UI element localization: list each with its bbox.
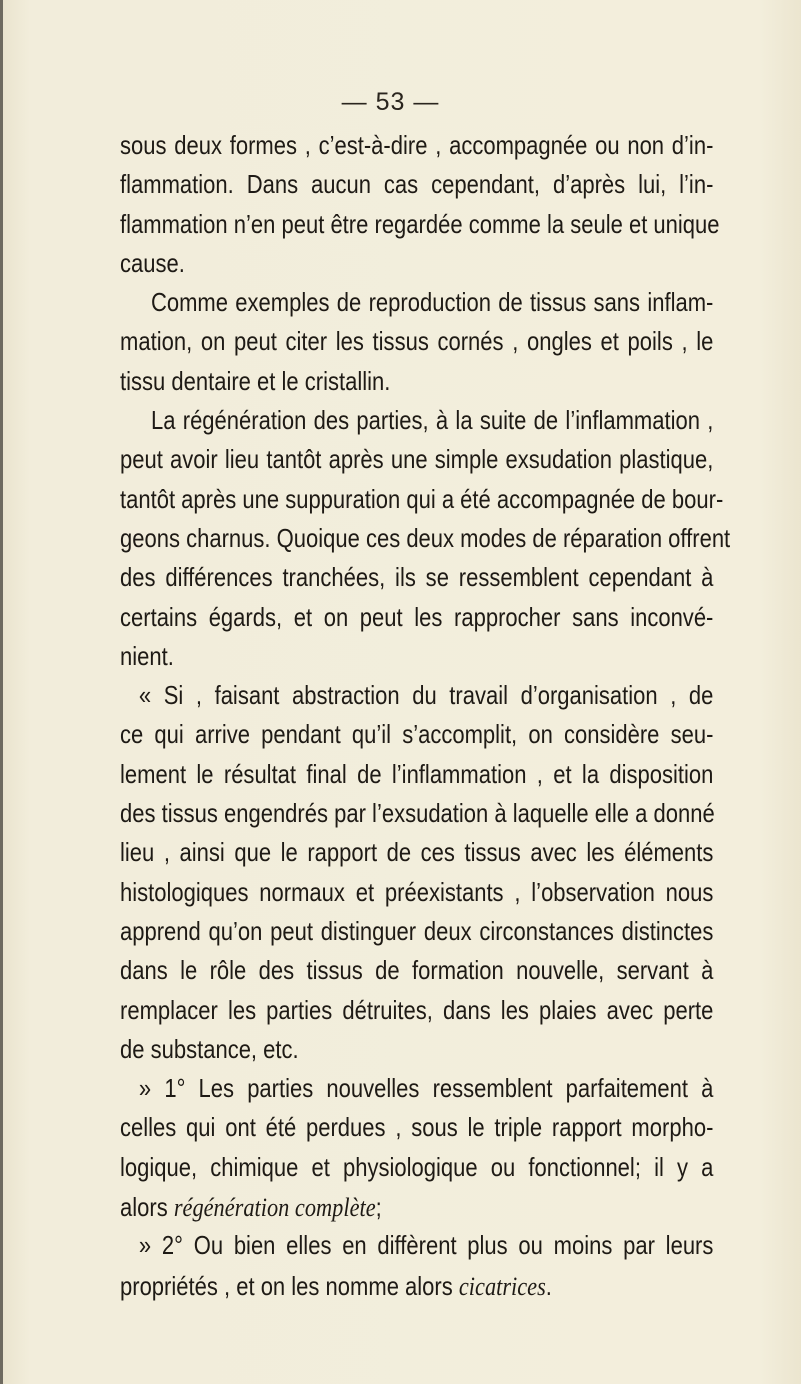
text-fragment: propriétés , et on les nomme alors [120,1272,459,1301]
text-line [120,1188,713,1227]
body-text [120,127,731,1306]
italic-term: régénération complète [173,1193,376,1223]
text-line: flammation n’en peut être regardée comme la seule et unique [120,210,720,239]
text-line: certains égards, et on peut les rapprocher sans inconvé- [120,603,714,632]
text-line: histologiques normaux et préexistants , l’observation nous [120,878,714,907]
text-line: celles qui ont été perdues , sous le triple rapport morpho- [120,1114,714,1143]
text-line: de substance, etc. [120,1035,299,1064]
text-line: lieu , ainsi que le rapport de ces tissus avec les éléments [120,839,714,868]
text-line: des différences tranchées, ils se ressemblent cependant à [120,564,714,593]
text-line: tissu dentaire et le cristallin. [120,367,391,396]
text-line: Comme exemples de reproduction de tissus sans inflam- [150,289,714,318]
text-line: ce qui arrive pendant qu’il s’accomplit, on considère seu- [120,721,714,750]
text-line: mation, on peut citer les tissus cornés , ongles et poils , le [120,328,714,357]
text-line: » 2° Ou bien elles en diffèrent plus ou moins par leurs [138,1232,714,1261]
text-line: dans le rôle des tissus de formation nouvelle, servant à [120,957,714,986]
text-fragment: ; [375,1194,382,1223]
text-line: La régénération des parties, à la suite de l’inflammation , [150,407,714,436]
text-line: geons charnus. Quoique ces deux modes de réparation offrent [120,524,731,553]
text-fragment: . [545,1272,552,1301]
text-line: flammation. Dans aucun cas cependant, d’après lui, l’in- [120,171,714,200]
text-line: sous deux formes , c’est-à-dire , accompagnée ou non d’in- [120,132,714,160]
text-line [120,1267,713,1306]
text-line: apprend qu’on peut distinguer deux circonstances distinctes [120,917,714,946]
text-line: « Si , faisant abstraction du travail d’organisation , de [138,682,714,711]
text-line: nient. [120,642,174,671]
text-line: lement le résultat final de l’inflammation , et la disposition [120,760,714,789]
text-line: tantôt après une suppuration qui a été accompagnée de bour- [120,485,724,514]
page-edge [0,0,3,1384]
text-line: cause. [120,249,185,278]
text-line: logique, chimique et physiologique ou fonctionnel; il y a [120,1153,714,1182]
page-number: — 53 — [341,88,440,116]
text-fragment: alors [120,1194,174,1223]
text-line: peut avoir lieu tantôt après une simple exsudation plastique, [120,446,714,475]
italic-term: cicatrices [458,1271,546,1301]
text-line: remplacer les parties détruites, dans les plaies avec perte [120,996,714,1025]
text-line: des tissus engendrés par l’exsudation à laquelle elle a donné [120,800,715,829]
text-line: » 1° Les parties nouvelles ressemblent parfaitement à [138,1075,714,1104]
